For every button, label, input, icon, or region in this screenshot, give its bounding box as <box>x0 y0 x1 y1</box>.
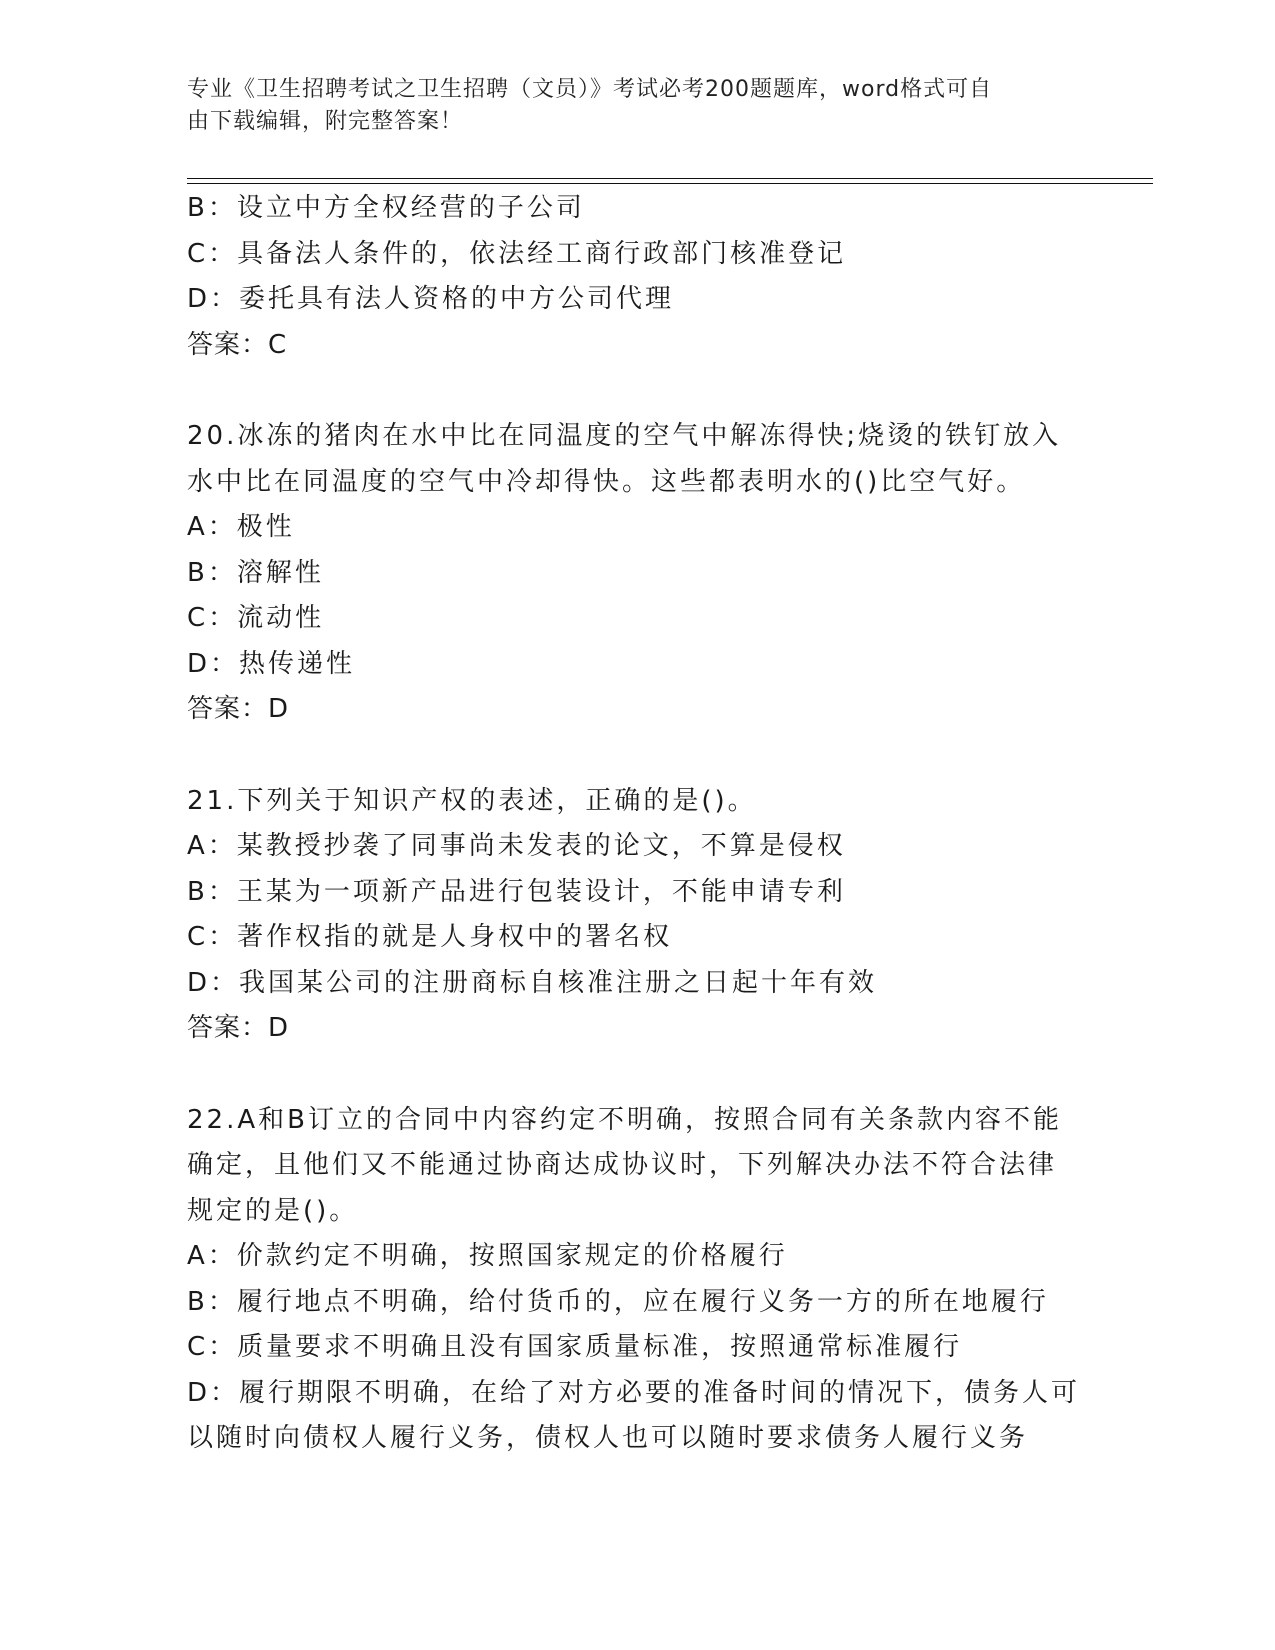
question-block-22 <box>187 1098 1087 1462</box>
option-d: D：履行期限不明确，在给了对方必要的准备时间的情况下，债务人可 <box>187 1377 1081 1408</box>
option-d: D：委托具有法人资格的中方公司代理 <box>187 284 675 314</box>
spacer <box>187 368 1087 414</box>
option-b: B：溶解性 <box>187 557 324 588</box>
option-b: B：履行地点不明确，给付货币的，应在履行义务一方的所在地履行 <box>187 1286 1049 1317</box>
spacer <box>187 1052 1087 1098</box>
spacer <box>187 733 1087 779</box>
question-stem-line: 确定，且他们又不能通过协商达成协议时，下列解决办法不符合法律 <box>187 1150 1058 1180</box>
option-c: C：流动性 <box>187 603 325 633</box>
option-d-continued: 以随时向债权人履行义务，债权人也可以随时要求债务人履行义务 <box>187 1423 1029 1453</box>
question-stem-line: 20.冰冻的猪肉在水中比在同温度的空气中解冻得快;烧烫的铁钉放入 <box>187 421 1062 451</box>
question-block-20 <box>187 414 1087 733</box>
header-line-1: 专业《卫生招聘考试之卫生招聘（文员）》考试必考200题题库，word格式可自 <box>187 77 993 102</box>
question-stem-line: 规定的是()。 <box>187 1195 359 1226</box>
option-c: C：质量要求不明确且没有国家质量标准，按照通常标准履行 <box>187 1332 963 1362</box>
option-d: D：热传递性 <box>187 648 356 679</box>
document-body <box>187 186 1087 1462</box>
option-c: C：具备法人条件的，依法经工商行政部门核准登记 <box>187 238 847 269</box>
option-b: B：王某为一项新产品进行包装设计，不能申请专利 <box>187 876 846 907</box>
question-stem-line: 水中比在同温度的空气中冷却得快。这些都表明水的()比空气好。 <box>187 466 1026 497</box>
prev-question-block <box>187 186 1087 368</box>
answer-line: 答案：D <box>187 1013 290 1043</box>
question-stem-line: 21.下列关于知识产权的表述，正确的是()。 <box>187 785 757 816</box>
option-c: C：著作权指的就是人身权中的署名权 <box>187 922 673 952</box>
question-block-21 <box>187 779 1087 1052</box>
option-b: B：设立中方全权经营的子公司 <box>187 193 585 223</box>
header-line-2: 由下载编辑，附完整答案！ <box>187 109 464 134</box>
header-divider-bottom <box>187 183 1153 184</box>
option-a: A：某教授抄袭了同事尚未发表的论文，不算是侵权 <box>187 831 846 861</box>
answer-line: 答案：C <box>187 329 288 360</box>
document-header <box>187 74 1067 138</box>
option-d: D：我国某公司的注册商标自核准注册之日起十年有效 <box>187 967 878 998</box>
option-a: A：极性 <box>187 512 295 542</box>
question-stem-line: 22.A和B订立的合同中内容约定不明确，按照合同有关条款内容不能 <box>187 1104 1062 1135</box>
answer-line: 答案：D <box>187 694 290 724</box>
option-a: A：价款约定不明确，按照国家规定的价格履行 <box>187 1241 788 1271</box>
header-divider-top <box>187 178 1153 179</box>
